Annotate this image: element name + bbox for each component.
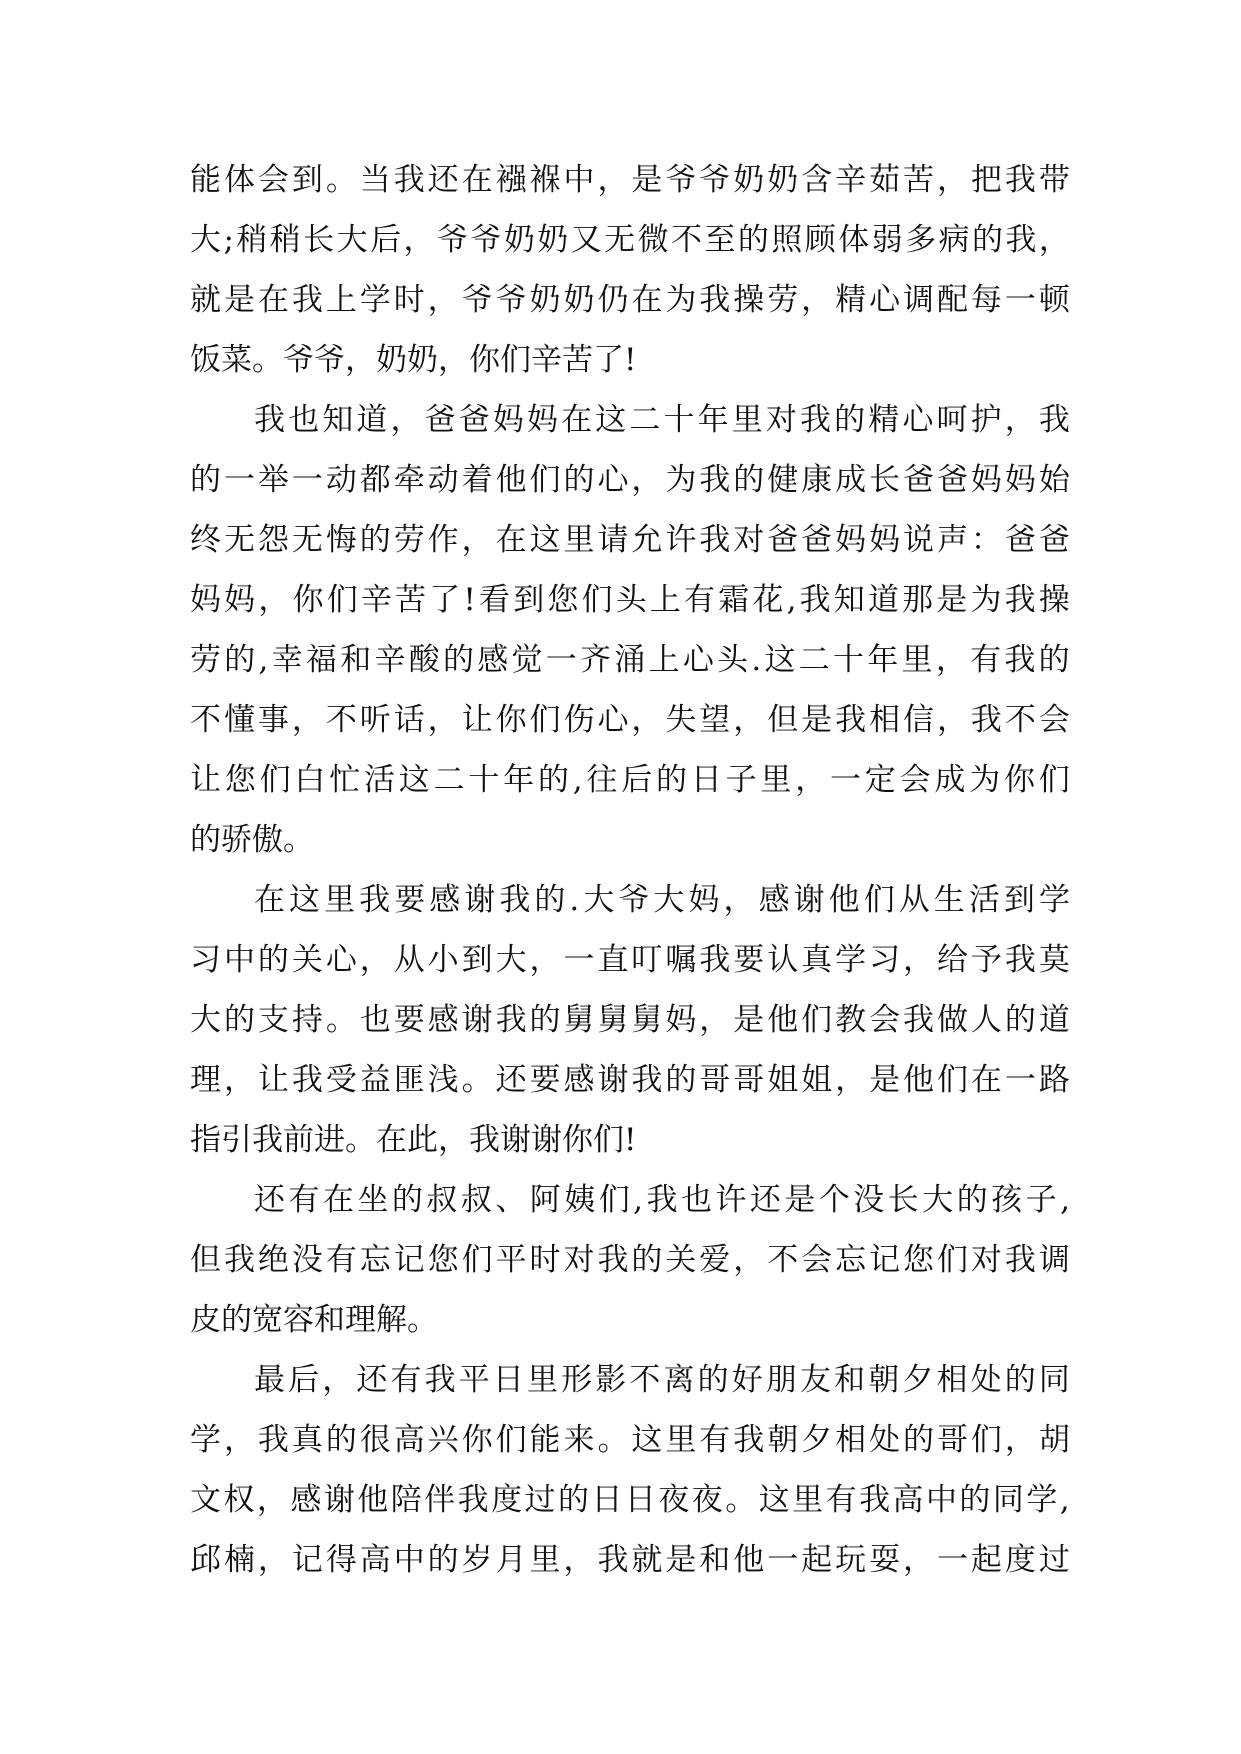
text-line: 能 体 会 到 。 当 我 还 在 襁 褓 中 ， 是 爷 爷 奶 奶 含 辛 茹 苦 ， 把 我 带 — [190, 162, 1070, 198]
text-line: 劳 的 , 幸 福 和 辛 酸 的 感 觉 一 齐 涌 上 心 头 . 这 二 十 年 里 ， 有 我 的 — [190, 642, 1070, 678]
paragraph — [190, 870, 1070, 1170]
text-line: 邱 楠 ， 记 得 高 中 的 岁 月 里 ， 我 就 是 和 他 一 起 玩 耍 ， 一 起 度 过 — [190, 1542, 1070, 1578]
text-line: 妈 妈 ， 你 们 辛 苦 了 ! 看 到 您 们 头 上 有 霜 花 , 我 知 道 那 是 为 我 操 — [190, 582, 1070, 618]
text-line: 的 一 举 一 动 都 牵 动 着 他 们 的 心 ， 为 我 的 健 康 成 长 爸 爸 妈 妈 始 — [190, 462, 1070, 498]
text-line: 让 您 们 白 忙 活 这 二 十 年 的 , 往 后 的 日 子 里 ， 一 定 会 成 为 你 们 — [190, 762, 1070, 798]
text-line: 理 ， 让 我 受 益 匪 浅 。 还 要 感 谢 我 的 哥 哥 姐 姐 ， 是 他 们 在 一 路 — [190, 1062, 1070, 1098]
text-line: 皮的宽容和理解。 — [190, 1302, 438, 1338]
paragraph — [190, 1170, 1070, 1350]
text-line: 还 有 在 坐 的 叔 叔 、 阿 姨 们 , 我 也 许 还 是 个 没 长 大 的 孩 子 , — [254, 1182, 1070, 1218]
paragraph — [190, 390, 1070, 870]
text-line: 指引我前进。在此，我谢谢你们! — [190, 1122, 637, 1158]
text-line: 不 懂 事 ， 不 听 话 ， 让 你 们 伤 心 ， 失 望 ， 但 是 我 相 信 ， 我 不 会 — [190, 702, 1070, 738]
text-line: 的骄傲。 — [190, 822, 314, 858]
text-line: 学 ， 我 真 的 很 高 兴 你 们 能 来 。 这 里 有 我 朝 夕 相 处 的 哥 们 ， 胡 — [190, 1422, 1070, 1458]
text-line: 就 是 在 我 上 学 时 ， 爷 爷 奶 奶 仍 在 为 我 操 劳 ， 精 心 调 配 每 一 顿 — [190, 282, 1070, 318]
text-line: 大 的 支 持 。 也 要 感 谢 我 的 舅 舅 舅 妈 ， 是 他 们 教 会 我 做 人 的 道 — [190, 1002, 1070, 1038]
text-line: 我 也 知 道 ， 爸 爸 妈 妈 在 这 二 十 年 里 对 我 的 精 心 呵 护 ， 我 — [254, 402, 1070, 438]
text-line: 在 这 里 我 要 感 谢 我 的 . 大 爷 大 妈 ， 感 谢 他 们 从 生 活 到 学 — [254, 882, 1070, 918]
paragraph — [190, 150, 1070, 390]
text-line: 饭菜。爷爷，奶奶，你们辛苦了! — [190, 342, 637, 378]
text-line: 大 ; 稍 稍 长 大 后 ， 爷 爷 奶 奶 又 无 微 不 至 的 照 顾 体 弱 多 病 的 我 ， — [190, 222, 1070, 258]
text-line: 最 后 ， 还 有 我 平 日 里 形 影 不 离 的 好 朋 友 和 朝 夕 相 处 的 同 — [254, 1362, 1070, 1398]
document-body — [190, 150, 1070, 1590]
text-line: 终 无 怨 无 悔 的 劳 作 ， 在 这 里 请 允 许 我 对 爸 爸 妈 妈 说 声 ： 爸 爸 — [190, 522, 1070, 558]
text-line: 习 中 的 关 心 ， 从 小 到 大 ， 一 直 叮 嘱 我 要 认 真 学 习 ， 给 予 我 莫 — [190, 942, 1070, 978]
text-line: 文 权 ， 感 谢 他 陪 伴 我 度 过 的 日 日 夜 夜 。 这 里 有 我 高 中 的 同 学 , — [190, 1482, 1070, 1518]
paragraph — [190, 1350, 1070, 1590]
text-line: 但 我 绝 没 有 忘 记 您 们 平 时 对 我 的 关 爱 ， 不 会 忘 记 您 们 对 我 调 — [190, 1242, 1070, 1278]
